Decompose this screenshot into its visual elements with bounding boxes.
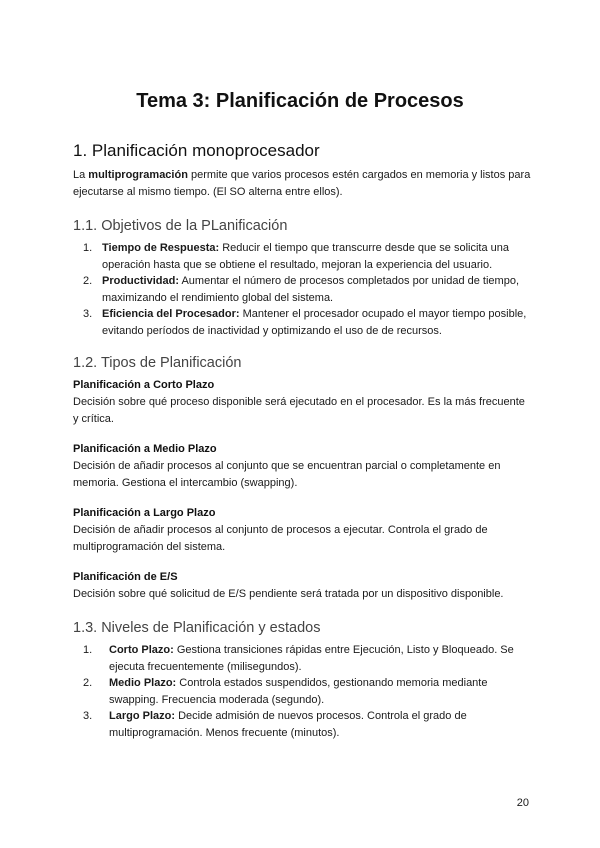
list-item-number: 2. <box>83 275 93 287</box>
list-item-text: Gestiona transiciones rápidas entre Ejecución, Listo y Bloqueado. Se ejecuta frecuentemente (milisegundos). <box>109 644 514 673</box>
list-item <box>83 708 533 741</box>
section-heading-tipos: 1.2. Tipos de Planificación <box>73 355 242 371</box>
list-item-number: 1. <box>83 242 93 254</box>
list-item <box>73 240 533 273</box>
list-item-text: Decide admisión de nuevos procesos. Controla el grado de multiprogramación. Menos frecuente (minutos). <box>109 710 467 739</box>
list-item-number: 2. <box>83 677 93 689</box>
objetivos-list <box>73 240 533 339</box>
section-heading-niveles: 1.3. Niveles de Planificación y estados <box>73 620 321 636</box>
list-item-number: 1. <box>83 644 93 656</box>
niveles-list <box>83 642 533 741</box>
section-heading-objetivos: 1.1. Objetivos de la PLanificación <box>73 218 288 234</box>
list-item <box>83 642 533 675</box>
section-heading-planificacion-monoprocesador: 1. Planificación monoprocesador <box>73 141 320 160</box>
list-item-term: Eficiencia del Procesador: <box>102 308 240 320</box>
intro-prefix: La <box>73 169 89 181</box>
list-item-term: Medio Plazo: <box>109 677 177 689</box>
paragraph-medio-plazo: Decisión de añadir procesos al conjunto que se encuentran parcial o completamente en memoria. Gestiona el intercambio (swapping). <box>73 460 501 489</box>
list-item-term: Largo Plazo: <box>109 710 176 722</box>
list-item-number: 3. <box>83 710 93 722</box>
intro-rest: permite que varios procesos estén cargados en memoria y listos para ejecutarse al mismo tiempo. (El SO alterna entre ellos). <box>73 169 531 198</box>
paragraph-es: Decisión sobre qué solicitud de E/S pendiente será tratada por un dispositivo disponible. <box>73 588 504 600</box>
list-item-term: Tiempo de Respuesta: <box>102 242 220 254</box>
list-item-text: Aumentar el número de procesos completados por unidad de tiempo, maximizando el rendimiento global del sistema. <box>102 275 519 304</box>
list-item-text: Mantener el procesador ocupado el mayor tiempo posible, evitando períodos de inactividad y optimizando el uso de de recursos. <box>102 308 527 337</box>
document-title: Tema 3: Planificación de Procesos <box>136 90 464 112</box>
subheading-medio-plazo: Planificación a Medio Plazo <box>73 443 217 455</box>
subheading-corto-plazo: Planificación a Corto Plazo <box>73 379 215 391</box>
list-item-term: Corto Plazo: <box>109 644 174 656</box>
list-item-term: Productividad: <box>102 275 180 287</box>
list-item <box>73 273 533 306</box>
list-item <box>73 306 533 339</box>
intro-paragraph <box>73 167 533 200</box>
paragraph-corto-plazo: Decisión sobre qué proceso disponible será ejecutado en el procesador. Es la más frecuente y crítica. <box>73 396 525 425</box>
page-number: 20 <box>516 797 529 809</box>
subheading-largo-plazo: Planificación a Largo Plazo <box>73 507 216 519</box>
subheading-es: Planificación de E/S <box>73 571 178 583</box>
intro-bold-term: multiprogramación <box>88 169 188 181</box>
list-item-text: Reducir el tiempo que transcurre desde que se solicita una operación hasta que se obtiene el resultado, mejoran la experiencia del usuario. <box>102 242 510 271</box>
list-item <box>83 675 533 708</box>
paragraph-largo-plazo: Decisión de añadir procesos al conjunto de procesos a ejecutar. Controla el grado de multiprogramación del sistema. <box>73 524 488 553</box>
list-item-number: 3. <box>83 308 93 320</box>
list-item-text: Controla estados suspendidos, gestionando memoria mediante swapping. Frecuencia moderada (segundo). <box>109 677 488 706</box>
